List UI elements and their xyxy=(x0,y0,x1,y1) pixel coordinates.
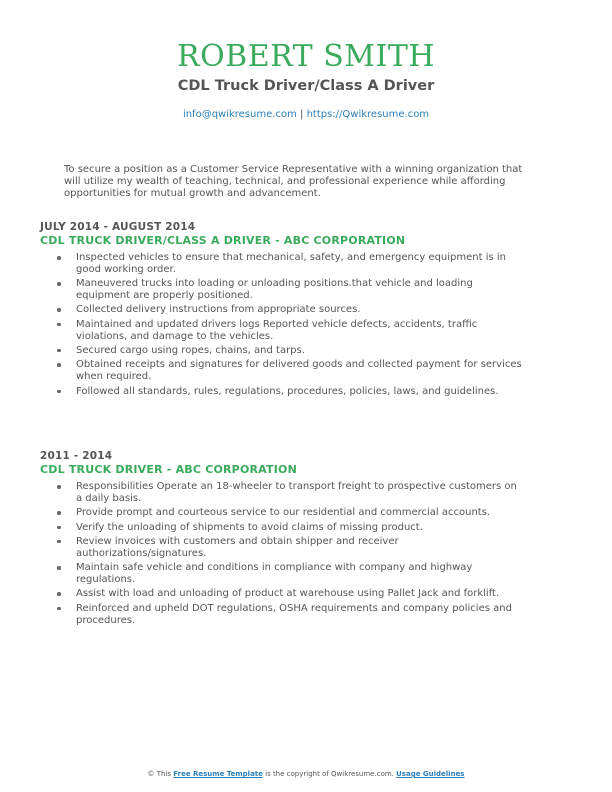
contact-line xyxy=(0,109,612,121)
duty-item: Followed all standards, rules, regulations, procedures, policies, laws, and guidelines. xyxy=(76,386,526,398)
candidate-title: CDL Truck Driver/Class A Driver xyxy=(177,78,435,94)
experience-role: CDL TRUCK DRIVER - ABC CORPORATION xyxy=(40,463,297,476)
duty-item: Collected delivery instructions from appropriate sources. xyxy=(76,304,526,316)
experience-entry-1 xyxy=(40,221,530,400)
duty-item: Verify the unloading of shipments to avoid claims of missing product. xyxy=(76,522,526,534)
summary-paragraph: To secure a position as a Customer Service Representative with a winning organization that will utilize my wealth of teaching, technical, and professional experience while affording opportunities for mutual growth and advancement. xyxy=(64,164,523,199)
duty-list xyxy=(40,252,530,397)
duty-item: Maintain safe vehicle and conditions in compliance with company and highway regulations. xyxy=(76,562,526,586)
footer-prefix: © This xyxy=(147,770,172,778)
experience-entry-2 xyxy=(40,450,530,629)
contact-separator: | xyxy=(300,109,304,120)
duty-item: Inspected vehicles to ensure that mechanical, safety, and emergency equipment is in good working order. xyxy=(76,252,526,276)
duty-item: Obtained receipts and signatures for delivered goods and collected payment for services when required. xyxy=(76,359,526,383)
duty-item: Assist with load and unloading of product at warehouse using Pallet Jack and forklift. xyxy=(76,588,526,600)
experience-dates: JULY 2014 - AUGUST 2014 xyxy=(40,221,196,233)
duty-item: Review invoices with customers and obtain shipper and receiver authorizations/signatures. xyxy=(76,536,526,560)
candidate-name: ROBERT SMITH xyxy=(176,39,436,74)
experience-role: CDL TRUCK DRIVER/CLASS A DRIVER - ABC CORPORATION xyxy=(40,234,406,247)
free-resume-template-link[interactable]: Free Resume Template xyxy=(173,770,263,778)
experience-dates: 2011 - 2014 xyxy=(40,450,113,462)
usage-guidelines-link[interactable]: Usage Guidelines xyxy=(396,770,465,778)
footer-middle: is the copyright of Qwikresume.com. xyxy=(265,770,394,778)
duty-item: Secured cargo using ropes, chains, and tarps. xyxy=(76,345,526,357)
duty-list xyxy=(40,481,530,626)
duty-item: Provide prompt and courteous service to our residential and commercial accounts. xyxy=(76,507,526,519)
resume-header xyxy=(0,0,612,121)
duty-item: Reinforced and upheld DOT regulations, OSHA requirements and company policies and procedures. xyxy=(76,603,526,627)
copyright-footer xyxy=(0,769,612,779)
duty-item: Responsibilities Operate an 18-wheeler to transport freight to prospective customers on a daily basis. xyxy=(76,481,526,505)
website-link[interactable]: https://Qwikresume.com xyxy=(306,109,430,120)
duty-item: Maneuvered trucks into loading or unloading positions.that vehicle and loading equipment are properly positioned. xyxy=(76,278,526,302)
email-link[interactable]: info@qwikresume.com xyxy=(182,109,297,120)
duty-item: Maintained and updated drivers logs Reported vehicle defects, accidents, traffic violations, and damage to the vehicles. xyxy=(76,319,526,343)
